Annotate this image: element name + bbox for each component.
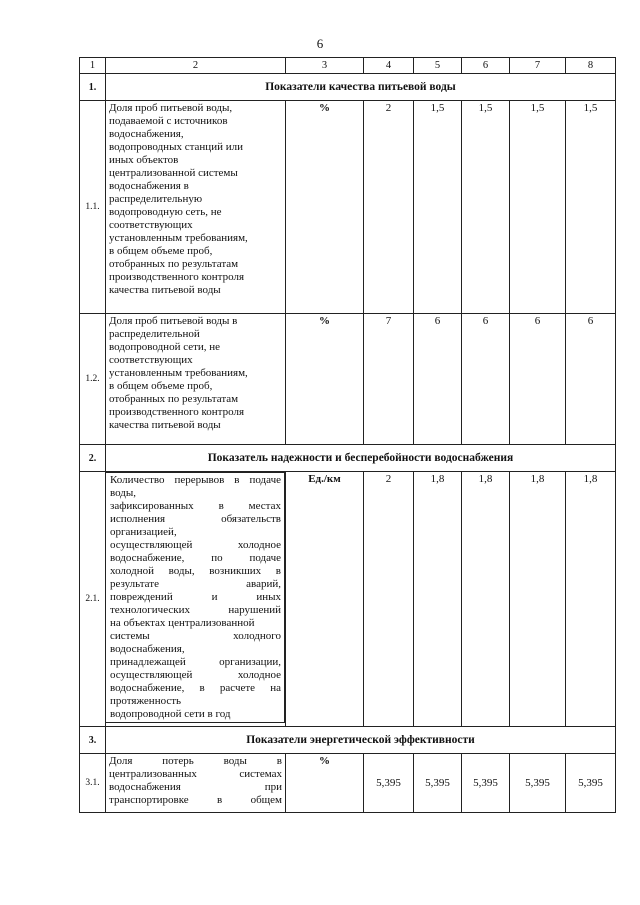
value-cell: 5,395 (566, 754, 616, 813)
description-line: распределительную (109, 193, 203, 205)
description-line: централизованных системах (109, 768, 282, 780)
description-line: водоснабжения, (109, 128, 184, 140)
section-title: Показатель надежности и бесперебойности водоснабжения (106, 445, 616, 472)
unit-cell: % (286, 754, 364, 813)
indicator-description (106, 314, 286, 445)
description-line: исполнения обязательств (110, 513, 281, 525)
description-line: соответствующих (109, 219, 193, 231)
row-number: 1.2. (80, 314, 106, 445)
column-number: 5 (414, 58, 462, 74)
description-line: в общем объеме проб, (109, 380, 213, 392)
description-line: повреждений и иных (110, 591, 281, 603)
description-line: производственного контроля (109, 406, 244, 418)
value-cell: 5,395 (510, 754, 566, 813)
indicator-description (106, 472, 286, 727)
section-row (80, 727, 616, 754)
description-line: водопроводной сети в год (110, 708, 231, 720)
section-number: 1. (80, 74, 106, 101)
section-number: 2. (80, 445, 106, 472)
value-cell: 1,5 (462, 101, 510, 314)
description-line: подаваемой с источников (109, 115, 228, 127)
description-line: качества питьевой воды (109, 419, 221, 431)
value-cell: 2 (364, 101, 414, 314)
column-number: 1 (80, 58, 106, 74)
value-cell: 6 (462, 314, 510, 445)
section-title: Показатели качества питьевой воды (106, 74, 616, 101)
value-cell: 5,395 (414, 754, 462, 813)
column-number: 8 (566, 58, 616, 74)
description-line: водопроводной сети, не (109, 341, 221, 353)
value-cell: 5,395 (462, 754, 510, 813)
description-line: водоснабжения при (109, 781, 282, 793)
description-line: установленным требованиям, (109, 367, 248, 379)
unit-cell: % (286, 101, 364, 314)
value-cell: 1,8 (414, 472, 462, 727)
description-line: производственного контроля (109, 271, 244, 283)
unit-cell: Ед./км (286, 472, 364, 727)
description-line: иных объектов (109, 154, 179, 166)
value-cell: 6 (566, 314, 616, 445)
description-line: установленным требованиям, (109, 232, 248, 244)
section-title: Показатели энергетической эффективности (106, 727, 616, 754)
column-number: 3 (286, 58, 364, 74)
description-line: распределительной (109, 328, 200, 340)
row-number: 3.1. (80, 754, 106, 813)
description-line: централизованной системы (109, 167, 238, 179)
description-line: зафиксированных в местах (110, 500, 281, 512)
page-number: 6 (316, 36, 324, 51)
description-line: на объектах централизованной (110, 617, 255, 629)
table-row (80, 754, 616, 813)
section-number: 3. (80, 727, 106, 754)
description-line: Доля проб питьевой воды, (109, 102, 233, 114)
description-line: водоснабжения, (110, 643, 185, 655)
description-line: организацией, (110, 526, 177, 538)
description-line: результате аварий, (110, 578, 281, 590)
value-cell: 1,5 (414, 101, 462, 314)
description-line: водоснабжение, по подаче (110, 552, 281, 564)
description-line: отобранных по результатам (109, 258, 239, 270)
description-line: водопроводную сеть, не (109, 206, 222, 218)
description-line: осуществляющей холодное (110, 539, 281, 551)
description-box (105, 472, 285, 723)
value-cell: 6 (510, 314, 566, 445)
value-cell: 1,5 (566, 101, 616, 314)
indicators-table (79, 57, 616, 813)
column-number: 6 (462, 58, 510, 74)
description-line: осуществляющей холодное (110, 669, 281, 681)
description-line: технологических нарушений (110, 604, 281, 616)
description-line: Количество перерывов в подаче воды, (110, 474, 281, 499)
description-line: принадлежащей организации, (110, 656, 281, 668)
description-line: соответствующих (109, 354, 193, 366)
section-row (80, 445, 616, 472)
unit-cell: % (286, 314, 364, 445)
value-cell: 7 (364, 314, 414, 445)
description-line: водопроводных станций или (109, 141, 243, 153)
column-number: 4 (364, 58, 414, 74)
description-line: протяженность (110, 695, 182, 707)
table-row (80, 472, 616, 727)
description-line: качества питьевой воды (109, 284, 221, 296)
value-cell: 5,395 (364, 754, 414, 813)
value-cell: 6 (414, 314, 462, 445)
table-row (80, 101, 616, 314)
description-line: Доля проб питьевой воды в (109, 315, 238, 327)
indicator-description (106, 754, 286, 813)
column-number: 2 (106, 58, 286, 74)
description-line: отобранных по результатам (109, 393, 239, 405)
section-row (80, 74, 616, 101)
value-cell: 1,8 (510, 472, 566, 727)
row-number: 1.1. (80, 101, 106, 314)
row-number: 2.1. (80, 472, 106, 727)
value-cell: 1,8 (462, 472, 510, 727)
description-line: в общем объеме проб, (109, 245, 213, 257)
description-line: водоснабжения в (109, 180, 189, 192)
description-line: холодной воды, возникших в (110, 565, 281, 577)
table-row (80, 314, 616, 445)
description-line: Доля потерь воды в (109, 755, 282, 767)
column-number-row (80, 58, 616, 74)
description-line: системы холодного (110, 630, 281, 642)
description-line: водоснабжение, в расчете на (110, 682, 281, 694)
value-cell: 1,5 (510, 101, 566, 314)
indicator-description (106, 101, 286, 314)
column-number: 7 (510, 58, 566, 74)
value-cell: 2 (364, 472, 414, 727)
description-line: транспортировке в общем (109, 794, 282, 806)
value-cell: 1,8 (566, 472, 616, 727)
